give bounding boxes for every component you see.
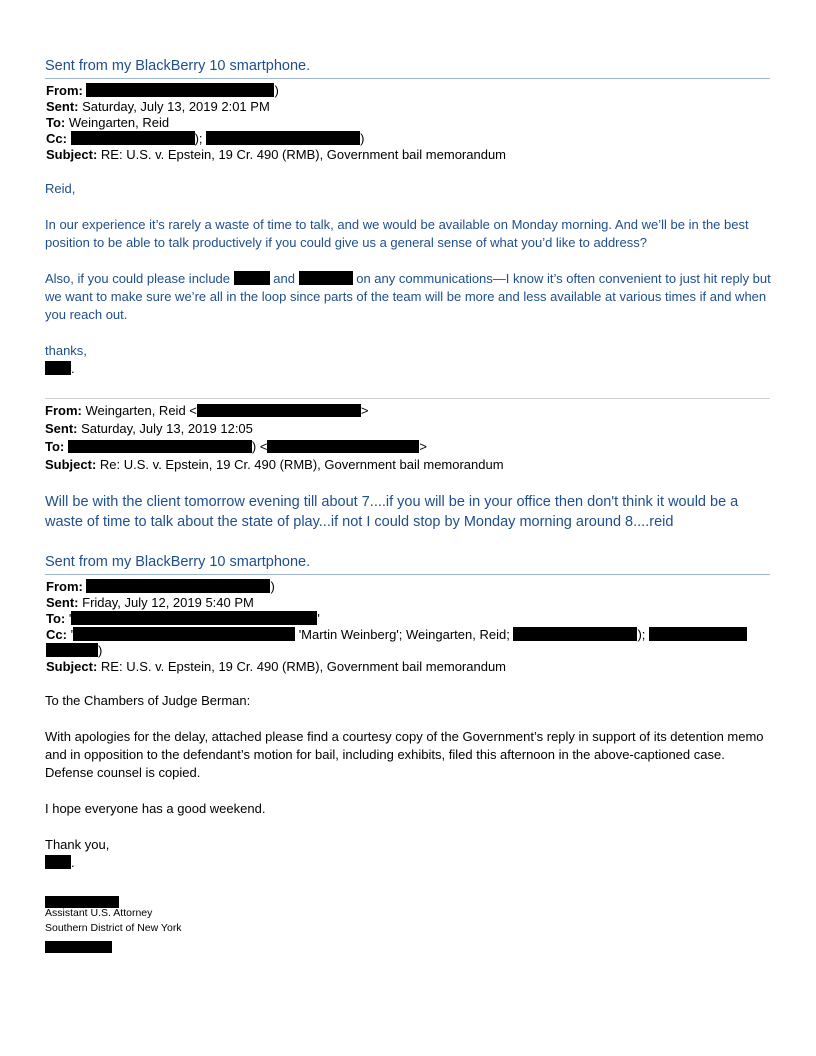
redacted-block xyxy=(45,361,71,375)
from-suffix: > xyxy=(360,403,369,418)
email3-paragraph-1: With apologies for the delay, attached please find a courtesy copy of the Government’s reply in support of its detention memo and in opposition to the defendant’s motion for bail, including exhibits, filed this afternoon in the above-captioned case. Defense counsel is copied. xyxy=(45,729,764,780)
redacted-block xyxy=(45,855,71,869)
redacted-block xyxy=(206,131,360,145)
email2-to-line xyxy=(45,439,427,455)
email3-cc-line: Cc: ' 'Martin Weinberg'; Weingarten, Reid; ); xyxy=(46,627,747,643)
divider-3 xyxy=(45,574,770,575)
redacted-block xyxy=(513,627,637,641)
cc-separator: ); xyxy=(194,131,203,146)
redacted-block xyxy=(234,271,270,285)
subject-value: RE: U.S. v. Epstein, 19 Cr. 490 (RMB), Government bail memorandum xyxy=(100,147,506,162)
email3-cc-continuation: ) xyxy=(46,643,102,659)
redacted-block xyxy=(86,579,270,593)
email3-signature: . xyxy=(45,854,75,872)
redacted-block xyxy=(71,131,195,145)
subject-label: Subject: xyxy=(45,457,97,472)
sent-label: Sent: xyxy=(45,421,78,436)
email1-closing: thanks, xyxy=(45,343,87,358)
sent-from-blackberry-1: Sent from my BlackBerry 10 smartphone. xyxy=(45,58,311,74)
signature-office: Southern District of New York xyxy=(45,922,182,934)
redacted-block xyxy=(86,83,274,97)
from-label: From: xyxy=(46,579,83,594)
sent-value: Saturday, July 13, 2019 12:05 xyxy=(81,421,253,436)
sent-value: Saturday, July 13, 2019 2:01 PM xyxy=(82,99,270,114)
to-mid: ) < xyxy=(251,439,268,454)
divider-1 xyxy=(45,78,770,79)
signature-contact-redacted xyxy=(45,938,112,956)
email2-sent-line xyxy=(45,421,253,437)
cc-label: Cc: xyxy=(46,627,67,642)
from-suffix: ) xyxy=(270,579,275,594)
email1-greeting: Reid, xyxy=(45,181,76,196)
sent-label: Sent: xyxy=(46,595,79,610)
from-label: From: xyxy=(45,403,82,418)
cc-names: 'Martin Weinberg'; Weingarten, Reid; xyxy=(298,627,510,642)
to-label: To: xyxy=(46,611,66,626)
email2-from-line xyxy=(45,403,368,419)
email1-paragraph-1: In our experience it’s rarely a waste of time to talk, and we would be available on Monday morning. And we’ll be in the best position to be able to talk productively if you could give us a general sense of what you’d like to address? xyxy=(45,217,749,250)
sent-value: Friday, July 12, 2019 5:40 PM xyxy=(82,595,254,610)
subject-label: Subject: xyxy=(46,659,98,674)
from-label: From: xyxy=(46,83,83,98)
email3-sent-line xyxy=(46,595,254,611)
to-label: To: xyxy=(45,439,65,454)
redacted-block xyxy=(267,440,419,453)
subject-label: Subject: xyxy=(46,147,98,162)
to-value: Weingarten, Reid xyxy=(68,115,170,130)
from-value: Weingarten, Reid < xyxy=(85,403,197,418)
email3-paragraph-2: I hope everyone has a good weekend. xyxy=(45,801,266,816)
redacted-block xyxy=(197,404,361,417)
cc-suffix: ) xyxy=(360,131,365,146)
from-suffix: ) xyxy=(274,83,279,98)
email1-to-line xyxy=(46,115,169,131)
email3-to-line: To: ' ' xyxy=(46,611,320,626)
email1-cc-line xyxy=(46,131,365,147)
email1-subject-line xyxy=(46,147,506,163)
signature-title: Assistant U.S. Attorney xyxy=(45,907,153,919)
email1-paragraph-2: Also, if you could please include and on any communications—I know it’s often convenient to just hit reply but we want to make sure we’re all in the loop since parts of the team will be more and less available at various times if and when you reach out. xyxy=(45,271,771,322)
to-label: To: xyxy=(46,115,66,130)
redacted-block xyxy=(46,643,98,657)
email1-sent-line xyxy=(46,99,270,115)
email3-from-line xyxy=(46,579,275,595)
email3-salutation: To the Chambers of Judge Berman: xyxy=(45,693,251,708)
email2-subject-line xyxy=(45,457,504,473)
sent-from-blackberry-2: Sent from my BlackBerry 10 smartphone. xyxy=(45,554,311,570)
sent-label: Sent: xyxy=(46,99,79,114)
redacted-block xyxy=(649,627,747,641)
email2-body: Will be with the client tomorrow evening till about 7....if you will be in your office then don't think it would be a waste of time to talk about the state of play...if not I could stop by Monday morning around 8....reid xyxy=(45,494,739,530)
divider-2 xyxy=(45,398,770,399)
email1-signature: . xyxy=(45,360,75,378)
redacted-block xyxy=(45,941,112,953)
subject-value: RE: U.S. v. Epstein, 19 Cr. 490 (RMB), Government bail memorandum xyxy=(100,659,506,674)
email1-from-line xyxy=(46,83,279,99)
redacted-block xyxy=(73,627,295,641)
email3-closing: Thank you, xyxy=(45,837,110,852)
to-suffix: > xyxy=(419,439,428,454)
subject-value: Re: U.S. v. Epstein, 19 Cr. 490 (RMB), Government bail memorandum xyxy=(99,457,504,472)
redacted-block xyxy=(68,440,252,453)
redacted-block xyxy=(71,611,317,625)
email3-subject-line xyxy=(46,659,506,675)
redacted-block xyxy=(299,271,353,285)
cc-label: Cc: xyxy=(46,131,67,146)
